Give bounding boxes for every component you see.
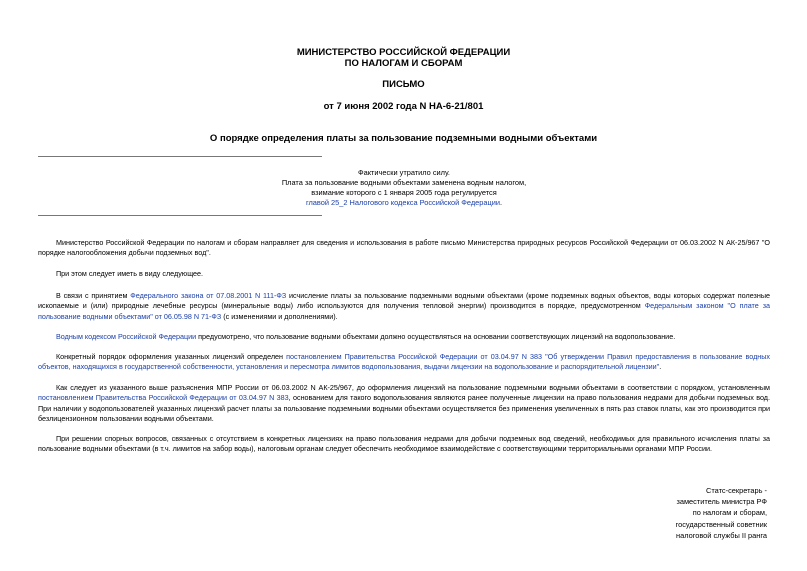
status-note	[240, 168, 568, 208]
signature-line-4: государственный советник	[675, 519, 767, 529]
status-note-end: .	[500, 198, 503, 207]
paragraph-3-text-3: (с изменениями и дополнениями).	[221, 311, 338, 321]
body-paragraph-3	[38, 291, 770, 322]
note-divider-bottom	[38, 215, 322, 216]
document-title: О порядке определения платы за пользование подземными водными объектами	[209, 133, 598, 144]
ministry-name	[0, 47, 807, 69]
body-paragraph-4	[38, 332, 770, 342]
status-note-line-4	[240, 198, 568, 208]
body-paragraph-2: При этом следует иметь в виду следующее.	[56, 269, 204, 278]
body-paragraph-1: Министерство Российской Федерации по налогам и сборам направляет для сведения и использования в работе письмо Министерства природных ресурсов Российской Федерации от 06.03.2002 N АК-25/967 "О порядке налогообложения добычи подземных вод".	[38, 238, 770, 258]
status-note-line-3: взимание которого с 1 января 2005 года регулируется	[311, 188, 497, 197]
signature-line-5: налоговой службы II ранга	[676, 530, 767, 540]
paragraph-5-text-2: .	[659, 362, 662, 372]
federal-law-71-fz-link[interactable]: Федеральным законом "О плате за пользование водными объектами" от 06.05.98 N 71-ФЗ	[38, 301, 771, 321]
paragraph-6-text-1: Как следует из указанного выше разъяснения МПР России от 06.03.2002 N АК-25/967, до оформления лицензий на пользование подземными водными объектами в соответствии с порядком, установленным	[56, 383, 770, 392]
signature-line-1: Статс-секретарь -	[706, 486, 767, 495]
signature-line-2: заместитель министра РФ	[676, 497, 767, 507]
status-note-line-2: Плата за пользование водными объектами заменена водным налогом,	[281, 178, 527, 187]
note-divider-top	[38, 156, 322, 157]
status-note-line-1: Фактически утратило силу.	[358, 168, 450, 177]
signature-line-3: по налогам и сборам,	[692, 508, 767, 518]
paragraph-3-text-2: исчисление платы за пользование подземными водными объектами (кроме подземных водных объектов, воды которых содержат полезные ископаемые и (или) природные лечебные ресурсы (минеральные воды) либо используются для получения тепловой энергии) производится в порядке, предусмотренном	[38, 291, 770, 311]
tax-code-chapter-link[interactable]: главой 25_2 Налогового кодекса Российской Федерации	[305, 198, 500, 207]
government-resolution-383-short-link[interactable]: постановлением Правительства Российской Федерации от 03.04.97 N 383	[38, 393, 289, 403]
ministry-line-1: МИНИСТЕРСТВО РОССИЙСКОЙ ФЕДЕРАЦИИ	[296, 47, 511, 58]
document-date-number: от 7 июня 2002 года N НА-6-21/801	[323, 101, 484, 112]
paragraph-3-text-1: В связи с принятием	[56, 291, 131, 300]
signature-block	[567, 485, 767, 541]
federal-law-111-fz-link[interactable]: Федерального закона от 07.08.2001 N 111-ФЗ	[130, 291, 287, 300]
body-paragraph-6	[38, 383, 770, 425]
body-paragraph-7: При решении спорных вопросов, связанных с отсутствием в конкретных лицензиях на право пользования недрами для добычи подземных вод сведений, необходимых для правильного исчисления платы за пользование водными объектами (в т.ч. лимитов на забор воды), налоговым органам следует обеспечить необходимое взаимодействие с соответствующими территориальными органами МПР России.	[38, 434, 770, 454]
government-resolution-383-link[interactable]: постановлением Правительства Российской Федерации от 03.04.97 N 383 "Об утверждении Правил предоставления в пользование водных объектов, находящихся в государственной собственности, установления и пересмотра лимитов водопользования, выдачи лицензии на водопользование и распорядительной лицензии"	[38, 352, 770, 372]
water-code-link[interactable]: Водным кодексом Российской Федерации	[56, 332, 197, 341]
ministry-line-2: ПО НАЛОГАМ И СБОРАМ	[344, 58, 463, 69]
paragraph-6-text-2: , основанием для такого водопользования являются ранее полученные лицензии на право пользования недрами для добычи подземных вод. При наличии у водопользователей указанных лицензий расчет платы за пользование подземными водными объектами осуществляется без применения увеличенных в пять раз ставок платы, как это производится при безлицензионном пользовании водными объектами.	[38, 393, 770, 424]
paragraph-5-text-1: Конкретный порядок оформления указанных лицензий определен	[56, 352, 287, 361]
document-type: ПИСЬМО	[382, 79, 425, 90]
body-paragraph-5	[38, 352, 770, 373]
paragraph-4-text-1: предусмотрено, что пользование водными объектами должно осуществляться на основании соответствующих лицензий на водопользование.	[196, 332, 676, 341]
